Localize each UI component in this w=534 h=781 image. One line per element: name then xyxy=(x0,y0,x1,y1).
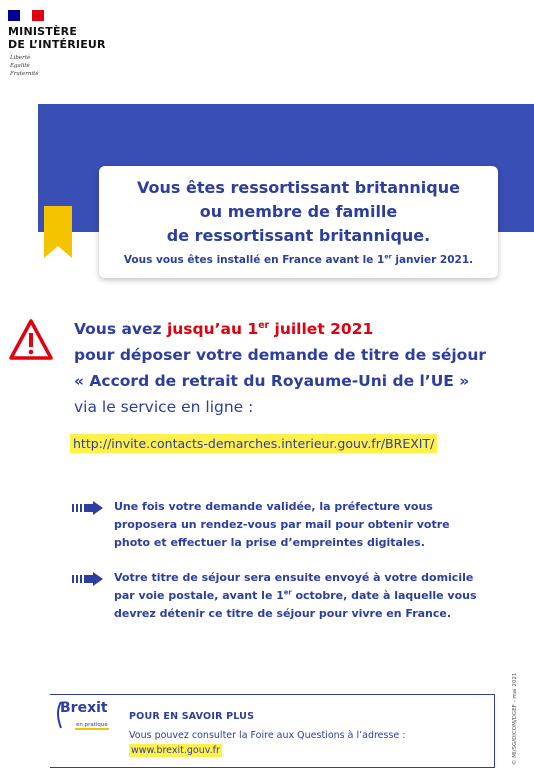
deadline-message xyxy=(74,316,524,420)
french-flag-logo xyxy=(8,10,44,21)
intro-card xyxy=(99,166,498,278)
arrow-right-icon xyxy=(72,501,104,515)
bookmark-ribbon-icon xyxy=(44,206,72,258)
brexit-logo-subtitle: en pratique xyxy=(76,722,108,728)
warning-icon xyxy=(8,318,54,362)
headline-line-2: ou membre de famille xyxy=(199,202,398,221)
more-info-title: POUR EN SAVOIR PLUS xyxy=(129,711,255,722)
copyright-credit: © MI/SG/DICOM/DGEF - mai 2021 xyxy=(512,672,518,765)
arrow-right-icon xyxy=(72,572,104,586)
ministry-line-1: MINISTÈRE xyxy=(8,25,78,38)
brexit-website-link[interactable]: www.brexit.gouv.fr xyxy=(131,745,220,756)
motto-egalite: Égalité xyxy=(10,63,30,69)
headline-line-1: Vous êtes ressortissant britannique xyxy=(137,178,460,197)
bullet-residence-permit: Votre titre de séjour sera ensuite envoyé à votre domicile par voie postale, avant le 1er octobre, date à laquelle vous devrez détenir ce titre de séjour pour vivre en France. xyxy=(114,571,477,620)
intro-headline xyxy=(99,176,498,248)
ministry-line-2: DE L’INTÉRIEUR xyxy=(8,38,106,51)
online-service-link[interactable]: http://invite.contacts-demarches.interieur.gouv.fr/BREXIT/ xyxy=(70,434,437,453)
faq-text: Vous pouvez consulter la Foire aux Questions à l’adresse : xyxy=(129,730,406,741)
deadline-line-2: pour déposer votre demande de titre de séjour xyxy=(74,346,486,364)
deadline-line-3: « Accord de retrait du Royaume-Uni de l’UE » xyxy=(74,372,470,390)
ministry-name xyxy=(8,25,106,51)
motto-liberte: Liberté xyxy=(10,55,31,61)
deadline-date: jusqu’au 1er juillet 2021 xyxy=(166,319,374,338)
deadline-line-1: Vous avez jusqu’au 1er juillet 2021 xyxy=(74,319,374,338)
deadline-line-4: via le service en ligne : xyxy=(74,398,254,416)
intro-subtext: Vous vous êtes installé en France avant le 1er janvier 2021. xyxy=(123,253,474,266)
bullet-appointment: Une fois votre demande validée, la préfecture vous proposera un rendez-vous par mail pour obtenir votre photo et effectuer la prise d’empreintes digitales. xyxy=(114,500,450,549)
motto-fraternite: Fraternité xyxy=(10,71,39,77)
brexit-logo-word: Brexit xyxy=(60,700,108,716)
headline-line-3: de ressortissant britannique. xyxy=(166,226,431,245)
republic-motto xyxy=(10,54,39,78)
